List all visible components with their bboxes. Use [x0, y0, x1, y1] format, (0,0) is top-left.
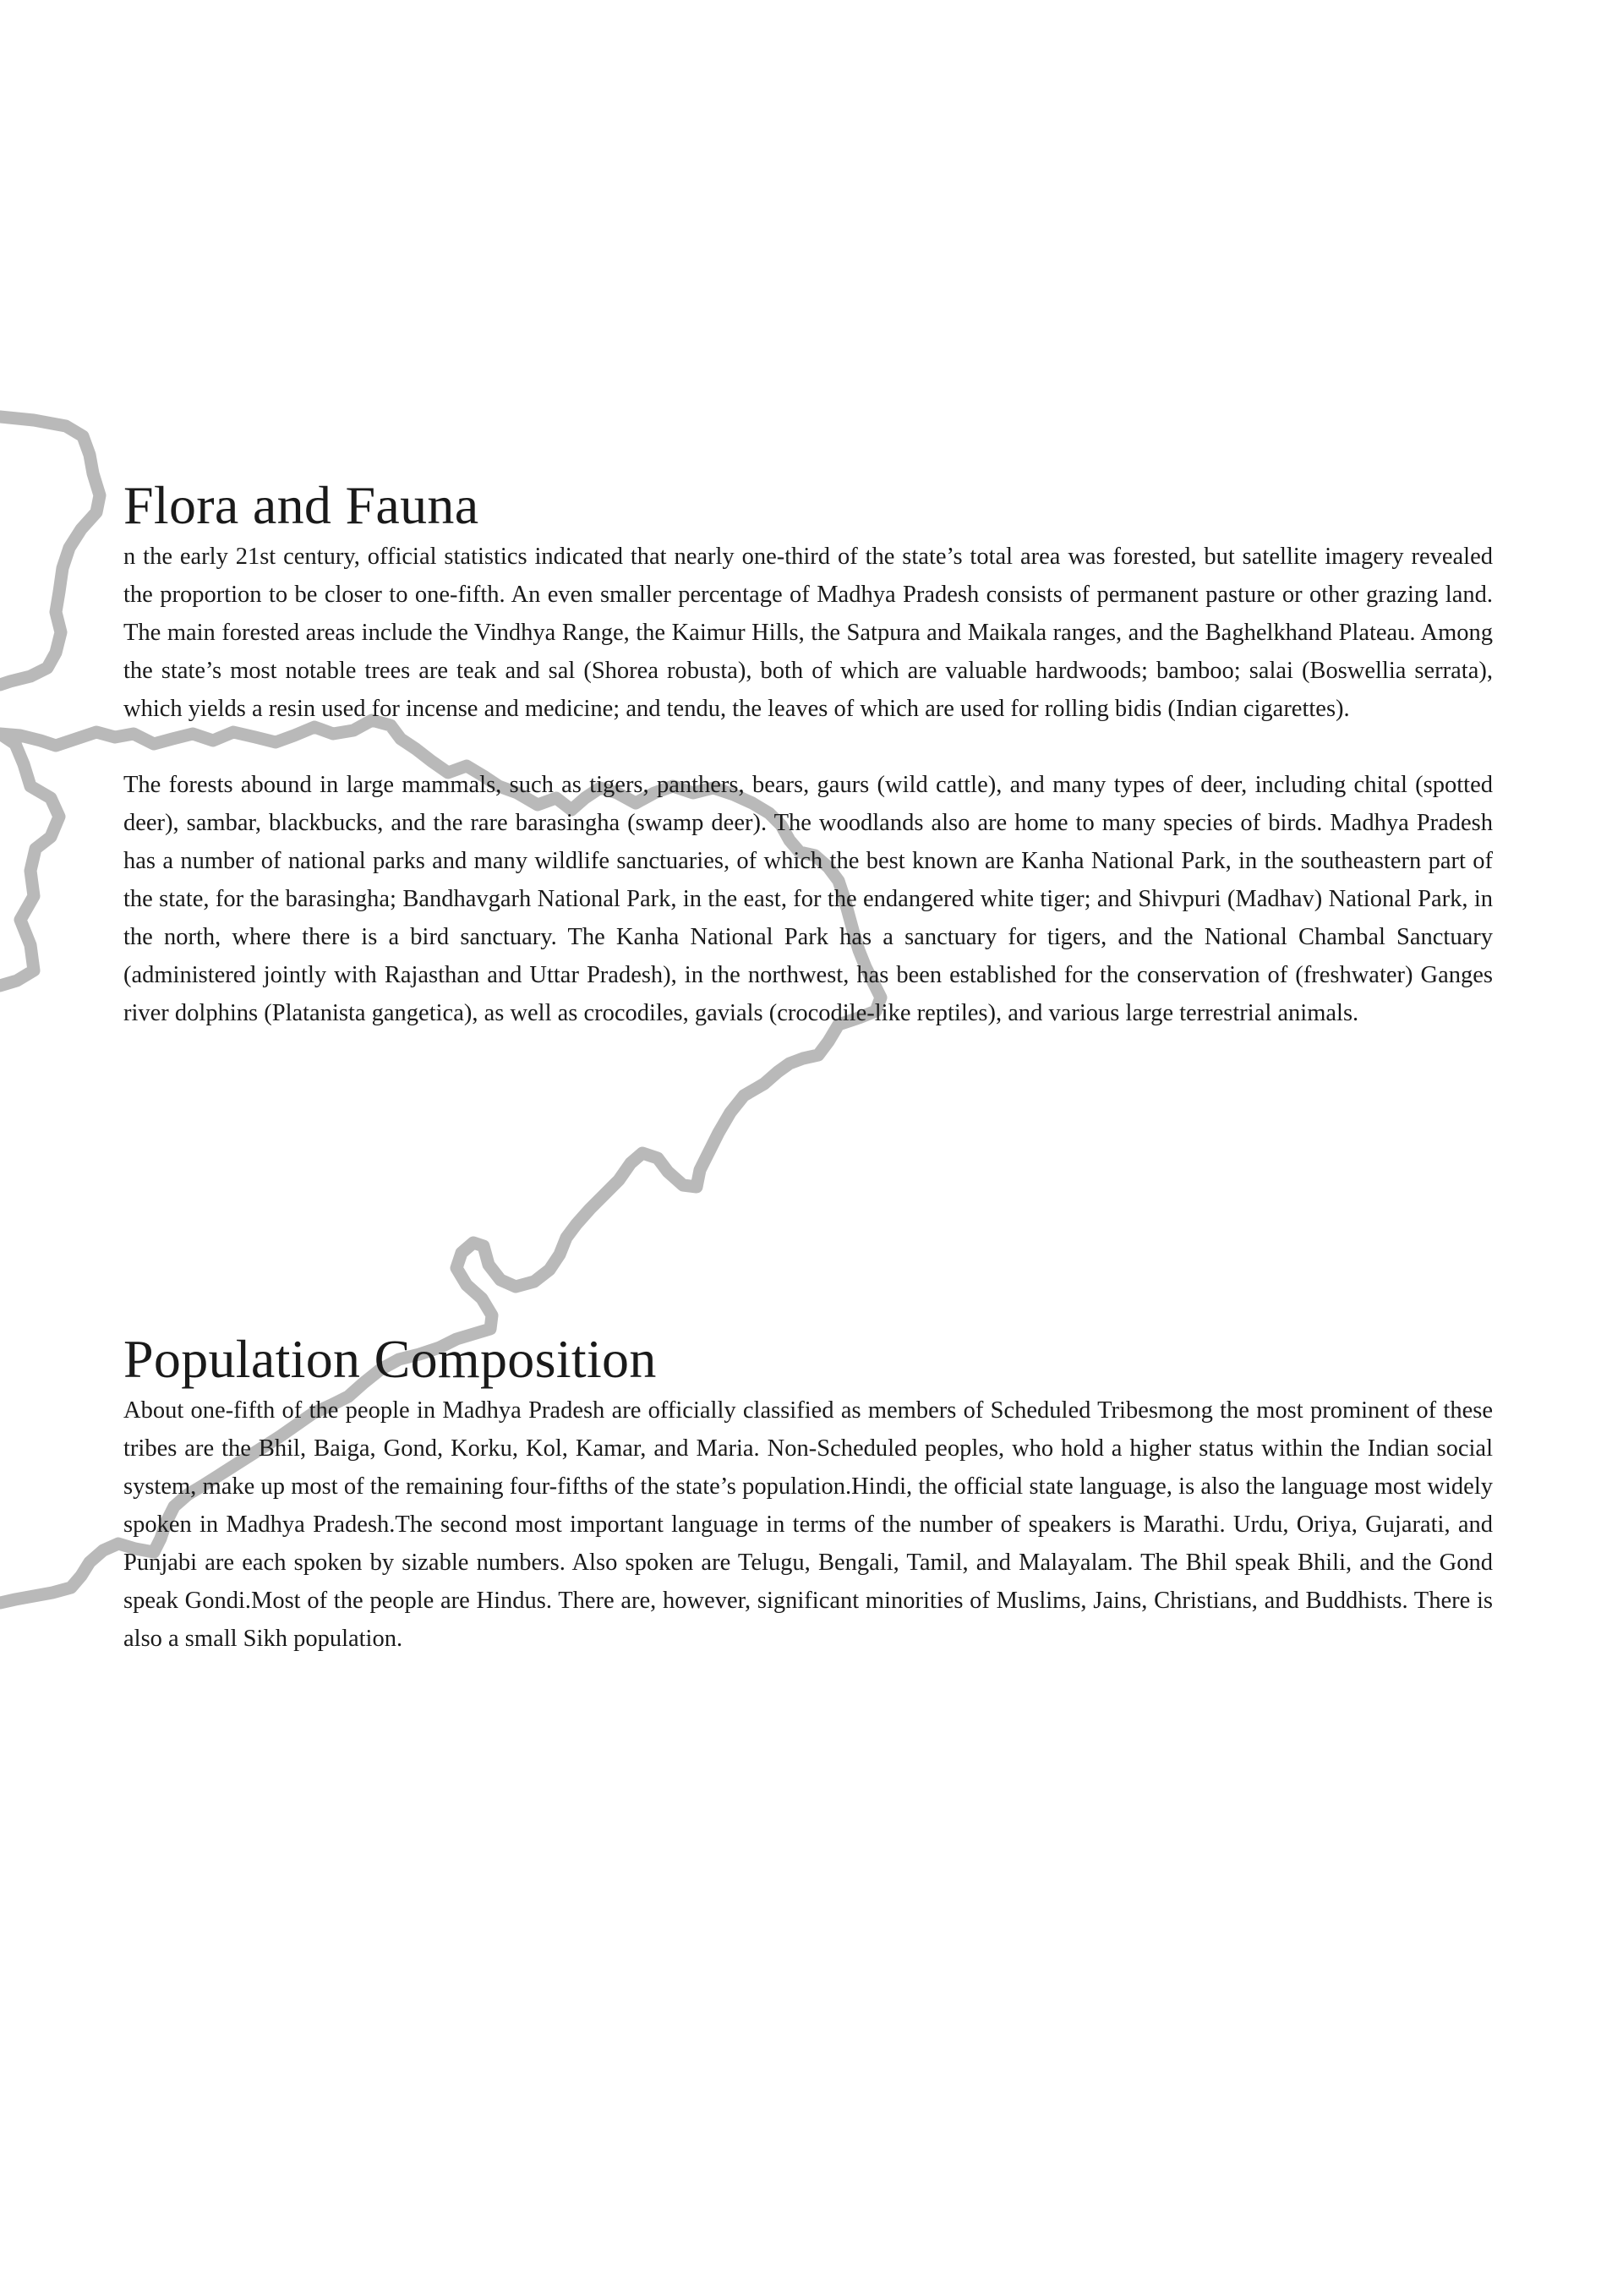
population-composition-section [123, 1329, 1493, 1658]
body-paragraph: n the early 21st century, official statistics indicated that nearly one-third of the state’s total area was forested, but satellite imagery revealed the proportion to be closer to one-fifth. An even smaller percentage of Madhya Pradesh consists of permanent pasture or other grazing land. The main forested areas include the Vindhya Range, the Kaimur Hills, the Satpura and Maikala ranges, and the Baghelkhand Plateau. Among the state’s most notable trees are teak and sal (Shorea robusta), both of which are valuable hardwoods; bamboo; salai (Boswellia serrata), which yields a resin used for incense and medicine; and tendu, the leaves of which are used for rolling bidis (Indian cigarettes). [123, 544, 1493, 722]
section-heading: Population Composition [123, 1329, 657, 1389]
body-paragraph: The forests abound in large mammals, such as tigers, panthers, bears, gaurs (wild cattle), and many types of deer, including chital (spotted deer), sambar, blackbucks, and the rare barasingha (swamp deer). The woodlands also are home to many species of birds. Madhya Pradesh has a number of national parks and many wildlife sanctuaries, of which the best known are Kanha National Park, in the southeastern part of the state, for the barasingha; Bandhavgarh National Park, in the east, for the endangered white tiger; and Shivpuri (Madhav) National Park, in the north, where there is a bird sanctuary. The Kanha National Park has a sanctuary for tigers, and the National Chambal Sanctuary (administered jointly with Rajasthan and Uttar Pradesh), in the northwest, has been established for the conservation of (freshwater) Ganges river dolphins (Platanista gangetica), as well as crocodiles, gavials (crocodile-like reptiles), and various large terrestrial animals. [123, 772, 1493, 1026]
section-heading: Flora and Fauna [123, 475, 479, 535]
flora-fauna-section [123, 475, 1493, 1032]
body-paragraph: About one-fifth of the people in Madhya Pradesh are officially classified as members of Scheduled Tribesmong the most prominent of these tribes are the Bhil, Baiga, Gond, Korku, Kol, Kamar, and Maria. Non-Scheduled peoples, who hold a higher status within the Indian social system, make up most of the remaining four-fifths of the state’s population.Hindi, the official state language, is also the language most widely spoken in Madhya Pradesh.The second most important language in terms of the number of speakers is Marathi. Urdu, Oriya, Gujarati, and Punjabi are each spoken by sizable numbers. Also spoken are Telugu, Bengali, Tamil, and Malayalam. The Bhil speak Bhili, and the Gond speak Gondi.Most of the people are Hindus. There are, however, significant minorities of Muslims, Jains, Christians, and Buddhists. There is also a small Sikh population. [123, 1397, 1493, 1652]
